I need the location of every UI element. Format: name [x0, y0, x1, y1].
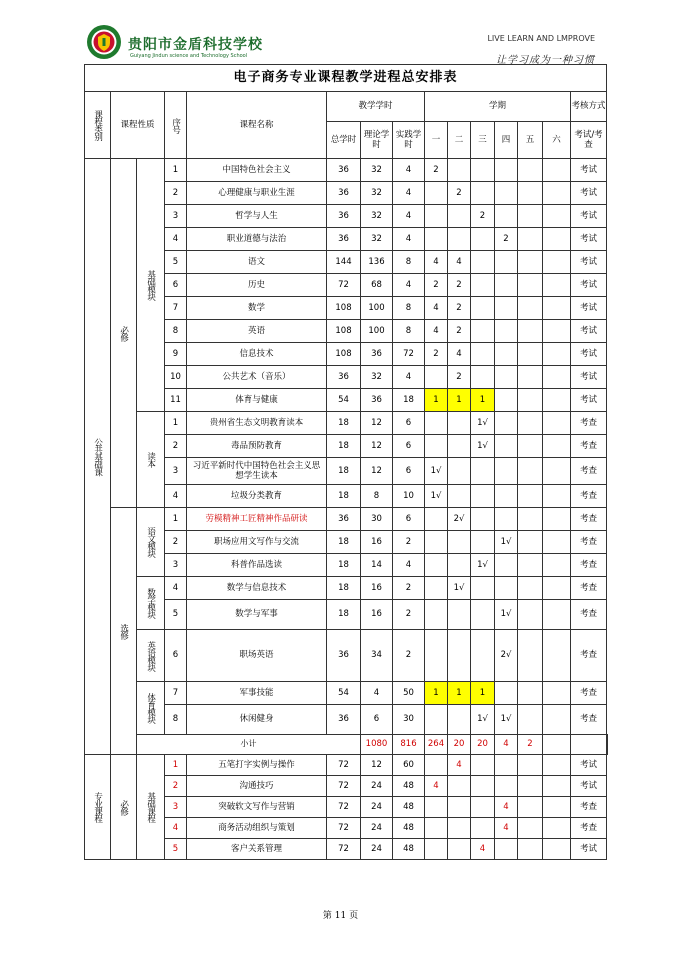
subtotal-label: 小计	[240, 739, 257, 749]
table-row	[85, 508, 608, 531]
course-name: 习近平新时代中国特色社会主义思想学生读本	[192, 460, 321, 481]
course-practice-hours: 4	[405, 279, 412, 290]
course-name: 信息技术	[239, 348, 274, 359]
course-name: 贵州省生态文明教育读本	[209, 417, 304, 428]
course-total-hours: 108	[335, 302, 352, 313]
subtotal-sem-2: 20	[477, 739, 488, 750]
course-total-hours: 72	[338, 759, 349, 770]
course-practice-hours: 2	[405, 536, 412, 547]
course-practice-hours: 2	[405, 582, 412, 593]
course-theory-hours: 12	[371, 417, 382, 428]
header-nature: 课程性质	[111, 92, 165, 159]
course-name: 历史	[247, 279, 265, 290]
course-name: 突破软文写作与营销	[218, 801, 295, 812]
course-seq: 7	[172, 302, 179, 313]
course-assess: 考试	[579, 348, 597, 359]
course-total-hours: 36	[338, 187, 349, 198]
course-sem-4: 1√	[500, 609, 512, 620]
course-theory-hours: 32	[371, 164, 382, 175]
course-theory-hours: 24	[371, 843, 382, 854]
course-total-hours: 18	[338, 536, 349, 547]
course-theory-hours: 4	[373, 687, 380, 698]
course-sem-4: 4	[503, 822, 509, 833]
course-practice-hours: 4	[405, 371, 412, 382]
course-sem-3: 1	[479, 394, 486, 405]
course-practice-hours: 6	[405, 513, 412, 524]
course-total-hours: 18	[338, 417, 349, 428]
course-total-hours: 108	[335, 325, 352, 336]
course-theory-hours: 12	[371, 440, 382, 451]
course-practice-hours: 48	[403, 822, 414, 833]
course-practice-hours: 18	[403, 394, 414, 405]
course-total-hours: 18	[338, 440, 349, 451]
course-sem-1: 4	[433, 780, 439, 791]
course-sem-2: 2	[456, 325, 462, 336]
course-total-hours: 72	[338, 843, 349, 854]
course-theory-hours: 16	[371, 609, 382, 620]
course-practice-hours: 4	[405, 559, 412, 570]
course-theory-hours: 36	[371, 394, 382, 405]
course-theory-hours: 36	[371, 348, 382, 359]
course-sem-2: 2	[456, 279, 462, 290]
course-sem-1: 2	[433, 348, 439, 359]
course-assess: 考试	[579, 279, 597, 290]
course-assess: 考试	[579, 164, 597, 175]
course-name: 休闲健身	[239, 714, 274, 725]
nature-required: 必修	[118, 325, 129, 341]
course-sem-1: 2	[433, 279, 439, 290]
course-seq: 4	[172, 822, 179, 833]
school-name-cn: 贵阳市金盾科技学校	[128, 37, 263, 53]
course-sem-2: 1	[456, 394, 462, 405]
course-total-hours: 36	[338, 714, 349, 725]
course-sem-4: 1√	[500, 714, 512, 725]
course-total-hours: 108	[335, 348, 352, 359]
course-total-hours: 54	[338, 394, 349, 405]
table-row	[85, 412, 608, 435]
course-seq: 5	[172, 256, 179, 267]
course-name: 职业道德与法治	[226, 233, 287, 244]
course-theory-hours: 6	[373, 714, 380, 725]
course-schedule-table	[84, 64, 608, 860]
header-category: 课程类别	[92, 110, 103, 140]
course-practice-hours: 48	[403, 780, 414, 791]
course-seq: 3	[172, 801, 179, 812]
course-practice-hours: 4	[405, 210, 412, 221]
course-sem-2: 2√	[453, 513, 465, 524]
course-total-hours: 72	[338, 279, 349, 290]
course-name: 职场英语	[239, 650, 274, 661]
course-sem-2: 4	[456, 348, 462, 359]
course-theory-hours: 24	[371, 780, 382, 791]
course-practice-hours: 2	[405, 650, 412, 661]
course-assess: 考查	[579, 582, 597, 593]
course-name: 职场应用文写作与交流	[213, 536, 299, 547]
course-theory-hours: 24	[371, 822, 382, 833]
course-name: 语文	[247, 256, 265, 267]
course-sem-1: 1√	[430, 465, 442, 476]
header-sem-5: 五	[518, 122, 543, 159]
course-total-hours: 18	[338, 559, 349, 570]
course-sem-3: 4	[479, 843, 486, 854]
course-seq: 10	[170, 371, 181, 382]
course-theory-hours: 34	[371, 650, 382, 661]
course-theory-hours: 30	[371, 513, 382, 524]
table-row	[85, 630, 608, 682]
header-hours: 教学学时	[327, 92, 425, 122]
course-sem-3: 2	[479, 210, 486, 221]
course-seq: 2	[172, 440, 179, 451]
course-sem-3: 1√	[477, 559, 488, 570]
course-assess: 考试	[579, 256, 597, 267]
page-header	[0, 0, 681, 64]
course-sem-4: 4	[503, 801, 509, 812]
course-theory-hours: 32	[371, 210, 382, 221]
course-assess: 考试	[579, 759, 597, 770]
course-sem-3: 1√	[477, 417, 488, 428]
course-seq: 4	[172, 233, 179, 244]
subtotal-row	[85, 735, 608, 755]
module-pe: 体育模块	[145, 693, 156, 723]
course-name: 科普作品选读	[230, 559, 282, 570]
course-assess: 考查	[579, 536, 597, 547]
table-row	[85, 159, 608, 182]
course-assess: 考查	[579, 801, 597, 812]
course-total-hours: 18	[338, 609, 349, 620]
course-seq: 2	[172, 780, 179, 791]
course-total-hours: 18	[338, 465, 349, 476]
course-sem-2: 1	[456, 687, 462, 698]
course-theory-hours: 8	[373, 490, 380, 501]
course-sem-4: 2	[503, 233, 509, 244]
course-theory-hours: 100	[368, 302, 385, 313]
course-assess: 考查	[579, 822, 597, 833]
course-seq: 4	[172, 582, 179, 593]
course-total-hours: 18	[338, 490, 349, 501]
module-chinese: 语文模块	[145, 527, 156, 557]
course-assess: 考试	[579, 210, 597, 221]
module-pro-basic: 基础课程	[145, 792, 156, 822]
course-theory-hours: 32	[371, 233, 382, 244]
subtotal-sem-3: 4	[503, 739, 509, 750]
course-assess: 考查	[579, 714, 597, 725]
course-seq: 1	[172, 417, 179, 428]
course-name: 数学与军事	[235, 609, 278, 620]
course-assess: 考查	[579, 513, 597, 524]
header-theory: 理论学时	[361, 122, 393, 159]
course-name: 体育与健康	[235, 394, 278, 405]
course-sem-2: 4	[456, 759, 462, 770]
course-assess: 考查	[579, 687, 597, 698]
course-assess: 考试	[579, 187, 597, 198]
course-name: 中国特色社会主义	[222, 164, 291, 175]
course-seq: 2	[172, 536, 179, 547]
course-seq: 1	[172, 759, 179, 770]
course-seq: 9	[172, 348, 179, 359]
course-name: 沟通技巧	[239, 780, 274, 791]
course-sem-4: 1√	[500, 536, 512, 547]
course-name: 公共艺术（音乐）	[222, 371, 291, 382]
course-theory-hours: 32	[371, 371, 382, 382]
course-practice-hours: 4	[405, 187, 412, 198]
table-row	[85, 682, 608, 705]
course-practice-hours: 8	[405, 256, 412, 267]
course-practice-hours: 4	[405, 164, 412, 175]
header-sem-1: 一	[425, 122, 448, 159]
course-theory-hours: 16	[371, 536, 382, 547]
course-total-hours: 36	[338, 513, 349, 524]
course-assess: 考试	[579, 302, 597, 313]
course-name: 客户关系管理	[230, 843, 282, 854]
course-practice-hours: 10	[403, 490, 414, 501]
subtotal-theory: 816	[400, 739, 417, 750]
course-sem-1: 4	[433, 325, 439, 336]
course-seq: 1	[172, 513, 179, 524]
header-sem-6: 六	[543, 122, 571, 159]
nature-pro-required: 必修	[118, 799, 129, 815]
course-name: 军事技能	[239, 687, 274, 698]
course-name: 心理健康与职业生涯	[218, 187, 295, 198]
course-sem-1: 1	[433, 687, 439, 698]
course-seq: 1	[172, 164, 179, 175]
course-practice-hours: 6	[405, 417, 412, 428]
course-sem-2: 2	[456, 187, 462, 198]
course-seq: 7	[172, 687, 179, 698]
course-theory-hours: 136	[368, 256, 385, 267]
course-name: 数学	[247, 302, 265, 313]
course-sem-1: 4	[433, 256, 439, 267]
course-assess: 考试	[579, 325, 597, 336]
course-sem-2: 1√	[453, 582, 465, 593]
course-assess: 考查	[579, 490, 597, 501]
course-theory-hours: 100	[368, 325, 385, 336]
course-theory-hours: 14	[371, 559, 382, 570]
course-sem-1: 2	[433, 164, 439, 175]
course-assess: 考查	[579, 465, 597, 476]
header-practice: 实践学时	[393, 122, 425, 159]
course-name: 数学与信息技术	[226, 582, 287, 593]
header-seq: 序号	[170, 117, 181, 133]
course-sem-3: 1√	[477, 714, 488, 725]
course-seq: 5	[172, 609, 179, 620]
header-assess: 考核方式	[571, 92, 607, 122]
course-seq: 8	[172, 325, 179, 336]
header-course: 课程名称	[187, 92, 327, 159]
course-assess: 考查	[579, 559, 597, 570]
course-practice-hours: 30	[403, 714, 414, 725]
course-assess: 考查	[579, 440, 597, 451]
course-sem-2: 4	[456, 256, 462, 267]
course-seq: 3	[172, 465, 179, 476]
header-sem-2: 二	[448, 122, 471, 159]
course-practice-hours: 50	[403, 687, 414, 698]
course-total-hours: 36	[338, 650, 349, 661]
course-assess: 考试	[579, 780, 597, 791]
course-name: 英语	[247, 325, 265, 336]
course-sem-3: 1√	[477, 440, 488, 451]
header-semester: 学期	[425, 92, 571, 122]
course-practice-hours: 6	[405, 440, 412, 451]
course-theory-hours: 16	[371, 582, 382, 593]
course-sem-2: 2	[456, 371, 462, 382]
course-theory-hours: 32	[371, 187, 382, 198]
course-assess: 考试	[579, 394, 597, 405]
module-reading: 读本	[145, 452, 156, 467]
cat-professional: 专业课程	[92, 792, 103, 822]
course-name: 哲学与人生	[235, 210, 278, 221]
motto-cn: 让学习成为一种习惯	[496, 55, 595, 66]
motto-en: LIVE LEARN AND LMPROVE	[487, 34, 595, 43]
module-math: 数学模块	[145, 588, 156, 618]
course-seq: 3	[172, 210, 179, 221]
course-theory-hours: 24	[371, 801, 382, 812]
course-name: 劳模精神工匠精神作品研读	[205, 513, 308, 524]
course-seq: 3	[172, 559, 179, 570]
course-practice-hours: 6	[405, 465, 412, 476]
course-seq: 11	[170, 394, 181, 405]
course-sem-1: 1√	[430, 490, 442, 501]
nature-elective: 选修	[118, 623, 129, 639]
course-name: 垃圾分类教育	[230, 490, 282, 501]
course-name: 商务活动组织与策划	[218, 822, 295, 833]
course-theory-hours: 68	[371, 279, 382, 290]
course-assess: 考查	[579, 609, 597, 620]
course-total-hours: 36	[338, 210, 349, 221]
course-name: 五笔打字实例与操作	[218, 759, 295, 770]
header-total: 总学时	[327, 122, 361, 159]
subtotal-practice: 264	[427, 739, 445, 750]
module-english: 英语模块	[145, 640, 156, 671]
course-sem-2: 2	[456, 302, 462, 313]
subtotal-sem-4: 2	[527, 739, 533, 750]
header-sem-3: 三	[471, 122, 495, 159]
course-practice-hours: 4	[405, 233, 412, 244]
table-row	[85, 755, 608, 776]
course-total-hours: 144	[335, 256, 352, 267]
course-practice-hours: 48	[403, 801, 414, 812]
course-seq: 5	[172, 843, 179, 854]
school-name-en: Guiyang Jindun science and Technology School	[130, 53, 248, 59]
course-total-hours: 54	[338, 687, 349, 698]
course-total-hours: 36	[338, 371, 349, 382]
header-sem-4: 四	[495, 122, 518, 159]
module-basic: 基础模块	[145, 270, 156, 300]
course-assess: 考试	[579, 843, 597, 854]
table-title: 电子商务专业课程教学进程总安排表	[85, 65, 607, 92]
course-total-hours: 18	[338, 582, 349, 593]
course-total-hours: 36	[338, 164, 349, 175]
course-total-hours: 72	[338, 801, 349, 812]
course-sem-1: 4	[433, 302, 439, 313]
course-seq: 8	[172, 714, 179, 725]
course-total-hours: 72	[338, 822, 349, 833]
course-seq: 6	[172, 650, 179, 661]
course-practice-hours: 48	[403, 843, 414, 854]
course-sem-3: 1	[479, 687, 486, 698]
school-logo-icon	[86, 24, 122, 60]
table-row	[85, 577, 608, 600]
course-assess: 考试	[579, 233, 597, 244]
course-name: 毒品预防教育	[230, 440, 282, 451]
cat-public: 公共基础课	[92, 437, 103, 476]
course-sem-4: 2√	[500, 650, 512, 661]
course-sem-1: 1	[433, 394, 439, 405]
course-seq: 6	[172, 279, 179, 290]
course-assess: 考试	[579, 371, 597, 382]
course-practice-hours: 8	[405, 325, 412, 336]
course-total-hours: 72	[338, 780, 349, 791]
course-seq: 2	[172, 187, 179, 198]
course-practice-hours: 60	[403, 759, 414, 770]
course-total-hours: 36	[338, 233, 349, 244]
course-assess: 考查	[579, 650, 597, 661]
course-practice-hours: 72	[403, 348, 414, 359]
subtotal-sem-1: 20	[453, 739, 465, 750]
page-number: 第 11 页	[322, 911, 359, 921]
course-practice-hours: 8	[405, 302, 412, 313]
course-theory-hours: 12	[371, 759, 382, 770]
course-theory-hours: 12	[371, 465, 382, 476]
course-assess: 考查	[579, 417, 597, 428]
subtotal-total: 1080	[365, 739, 388, 750]
course-seq: 4	[172, 490, 179, 501]
header-assess-sub: 考试/考查	[571, 122, 607, 159]
course-practice-hours: 2	[405, 609, 412, 620]
